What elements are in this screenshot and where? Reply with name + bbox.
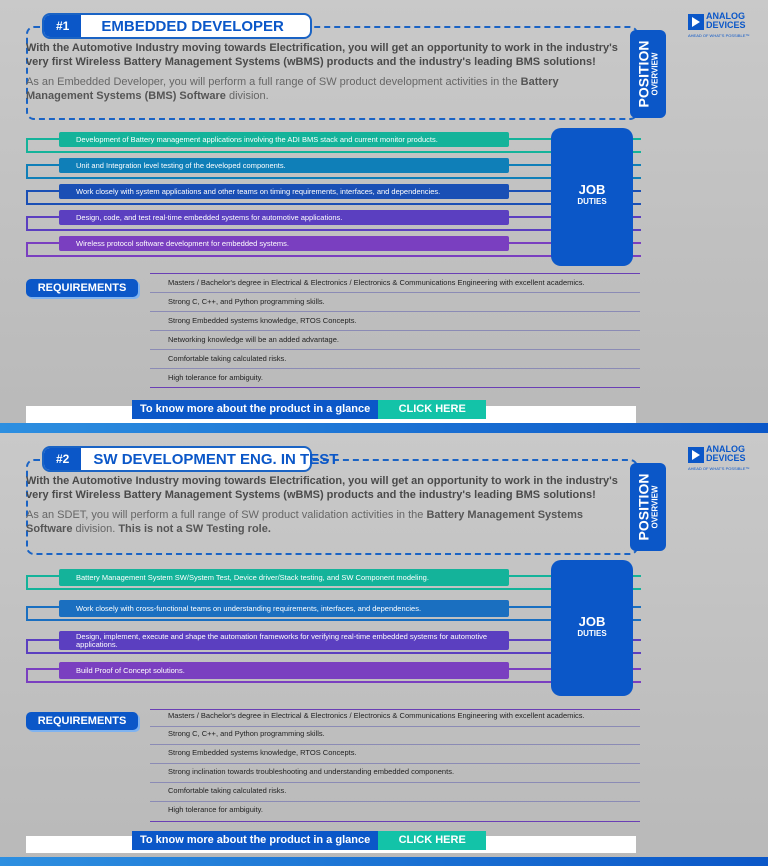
duty-item: Unit and Integration level testing of the developed components. [0, 158, 768, 175]
job-title-box [42, 446, 339, 472]
duty-item: Design, implement, execute and shape the automation frameworks for verifying real-time embedded systems for automotive applications. [0, 631, 768, 648]
requirement-item: High tolerance for ambiguity. [168, 805, 263, 814]
requirement-item: Networking knowledge will be an added advantage. [168, 335, 339, 344]
requirement-item: Masters / Bachelor's degree in Electrical & Electronics / Electronics & Communications Engineering with excellent academics. [168, 278, 585, 287]
job-panel-2 [0, 433, 768, 866]
requirement-item: Strong inclination towards troubleshooting and understanding embedded components. [168, 767, 455, 776]
job-number: #1 [44, 15, 81, 37]
requirement-item: Masters / Bachelor's degree in Electrical & Electronics / Electronics & Communications Engineering with excellent academics. [168, 711, 585, 720]
click-here-button[interactable]: CLICK HERE [378, 831, 486, 850]
duty-item: Battery Management System SW/System Test, Device driver/Stack testing, and SW Component modeling. [0, 569, 768, 586]
product-cta [132, 400, 486, 419]
duty-item: Work closely with cross-functional teams on understanding requirements, interfaces, and dependencies. [0, 600, 768, 617]
requirement-item: Comfortable taking calculated risks. [168, 354, 287, 363]
position-overview-tab: POSITION OVERVIEW [630, 30, 666, 118]
analog-devices-logo: ANALOG DEVICES AHEAD OF WHAT'S POSSIBLE™ [688, 11, 750, 38]
cta-text: To know more about the product in a glance [132, 400, 378, 419]
job-title: EMBEDDED DEVELOPER [101, 17, 284, 35]
requirement-item: Comfortable taking calculated risks. [168, 786, 287, 795]
duty-item: Design, code, and test real-time embedded systems for automotive applications. [0, 210, 768, 227]
overview-intro: With the Automotive Industry moving towards Electrification, you will get an opportunity to work in the industry's very first Wireless Battery Management Systems (wBMS) products and the industry's leading BMS solutions! [26, 475, 618, 501]
overview-detail: As an SDET, you will perform a full range of SW product validation activities in the Battery Management Systems Software division. This is not a SW Testing role. [26, 509, 583, 535]
requirements-label: REQUIREMENTS [26, 279, 138, 297]
requirement-item: Strong C, C++, and Python programming skills. [168, 729, 325, 738]
cta-text: To know more about the product in a glance [132, 831, 378, 850]
duty-item: Development of Battery management applications involving the ADI BMS stack and current monitor products. [0, 132, 768, 149]
position-overview [26, 41, 628, 103]
job-duties-tab: JOB DUTIES [551, 560, 633, 696]
analog-devices-logo: ANALOG DEVICES AHEAD OF WHAT'S POSSIBLE™ [688, 444, 750, 471]
requirement-item: Strong C, C++, and Python programming skills. [168, 297, 325, 306]
job-number: #2 [44, 448, 81, 470]
duty-item: Work closely with system applications and other teams on timing requirements, interfaces, and dependencies. [0, 184, 768, 201]
job-title: SW DEVELOPMENT ENG. IN TEST [93, 450, 339, 468]
job-title-box [42, 13, 312, 39]
duty-item: Wireless protocol software development for embedded systems. [0, 236, 768, 253]
position-overview-tab: POSITION OVERVIEW [630, 463, 666, 551]
requirements-label: REQUIREMENTS [26, 712, 138, 730]
requirement-item: Strong Embedded systems knowledge, RTOS Concepts. [168, 316, 357, 325]
product-cta [132, 831, 486, 850]
job-duties-tab: JOB DUTIES [551, 128, 633, 266]
duty-item: Build Proof of Concept solutions. [0, 662, 768, 679]
overview-intro: With the Automotive Industry moving towards Electrification, you will get an opportunity to work in the industry's very first Wireless Battery Management Systems (wBMS) products and the industry's leading BMS solutions! [26, 42, 618, 68]
overview-detail: As an Embedded Developer, you will perform a full range of SW product development activities in the Battery Management Systems (BMS) Software division. [26, 76, 559, 102]
position-overview [26, 474, 628, 536]
click-here-button[interactable]: CLICK HERE [378, 400, 486, 419]
requirement-item: Strong Embedded systems knowledge, RTOS Concepts. [168, 748, 357, 757]
requirement-item: High tolerance for ambiguity. [168, 373, 263, 382]
